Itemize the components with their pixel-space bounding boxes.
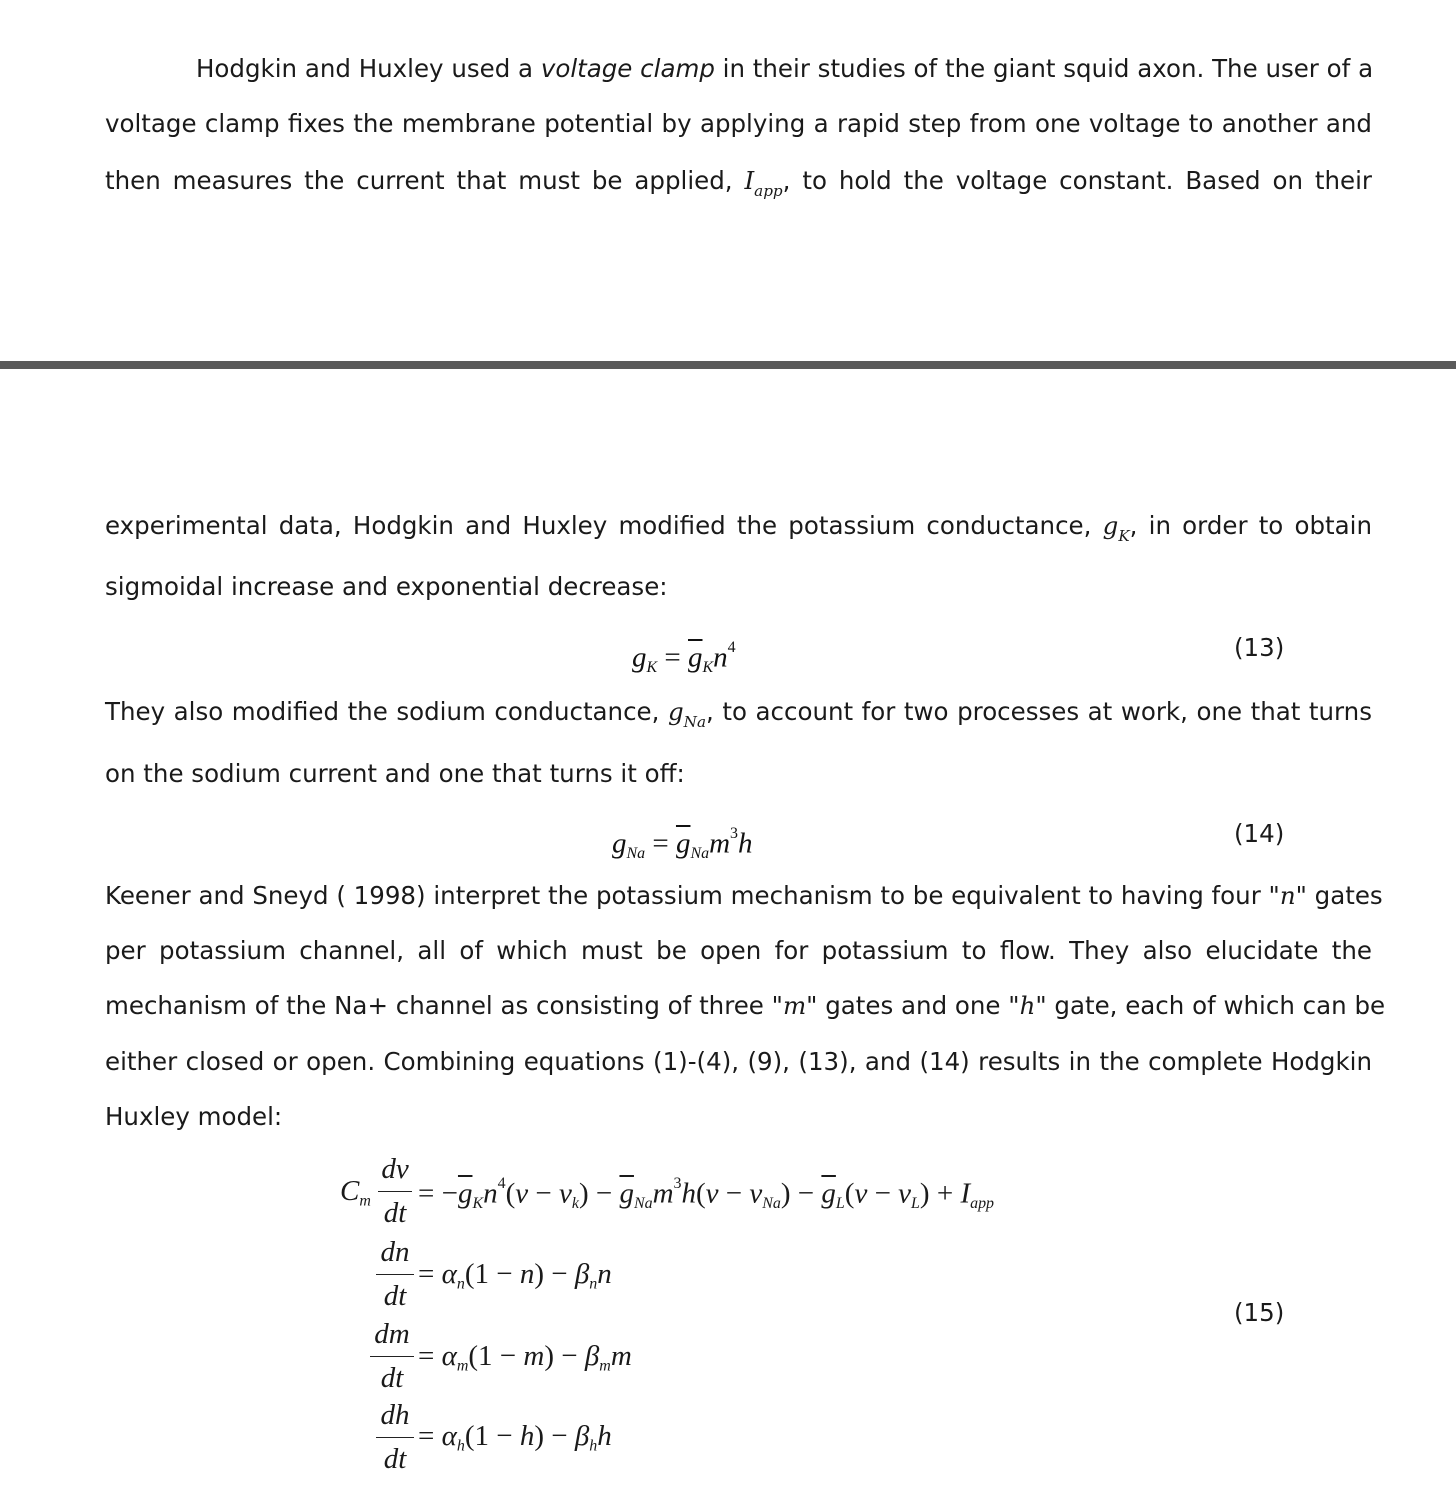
capacitance-symbol: $C_m$ (340, 1175, 371, 1210)
equation-15-row-3: = $\alpha_m(1 - m) - \beta_mm$ (418, 1340, 632, 1375)
fraction-dv-dt: dv dt (378, 1153, 412, 1233)
equation-15-row-1: = $-\overline{g}_Kn^4(v - v_k) - \overline{g}_{Na}m^3h(v - v_{Na}) - \overline{g}_L(v - v_L) + I_{app}$ (418, 1175, 995, 1212)
fraction-dm-dt: dm dt (370, 1318, 414, 1398)
equation-14: $g_{Na} = \overline{g}_{Na}m^3h$ (612, 825, 753, 862)
text-line: then measures the current that must be applied, $I_{app}$, to hold the voltage constant. Based on their (105, 166, 1372, 200)
equation-15-number: (15) (1234, 1298, 1285, 1327)
text-line: mechanism of the Na+ channel as consisting of three "m" gates and one "h" gate, each of which can be (105, 991, 1386, 1020)
text-line: Hodgkin and Huxley used a voltage clamp in their studies of the giant squid axon. The user of a (196, 54, 1374, 83)
page-divider (0, 361, 1456, 369)
text-line: either closed or open. Combining equations (1)-(4), (9), (13), and (14) results in the complete Hodgkin (105, 1047, 1372, 1076)
text-line: per potassium channel, all of which must be open for potassium to flow. They also elucidate the (105, 936, 1372, 965)
text-line: voltage clamp fixes the membrane potential by applying a rapid step from one voltage to another and (105, 109, 1372, 138)
fraction-dn-dt: dn dt (376, 1236, 414, 1316)
fraction-dh-dt: dh dt (376, 1399, 414, 1479)
equation-13-number: (13) (1234, 633, 1285, 662)
text-line: Huxley model: (105, 1102, 283, 1131)
equation-15-row-4: = $\alpha_h(1 - h) - \beta_hh$ (418, 1420, 612, 1455)
text-line: They also modified the sodium conductance, $g_{Na}$, to account for two processes at work, one that turns (105, 697, 1372, 731)
text-line: on the sodium current and one that turns it off: (105, 759, 685, 788)
text-line: sigmoidal increase and exponential decrease: (105, 572, 668, 601)
text-line: Keener and Sneyd ( 1998) interpret the potassium mechanism to be equivalent to having four "n" gates (105, 881, 1383, 910)
text-line: experimental data, Hodgkin and Huxley modified the potassium conductance, $g_K$, in order to obtain (105, 511, 1372, 545)
equation-15-row-2: = $\alpha_n(1 - n) - \beta_nn$ (418, 1258, 612, 1293)
equation-13: $g_K = \overline{g}_Kn^4$ (632, 639, 736, 676)
equation-14-number: (14) (1234, 819, 1285, 848)
